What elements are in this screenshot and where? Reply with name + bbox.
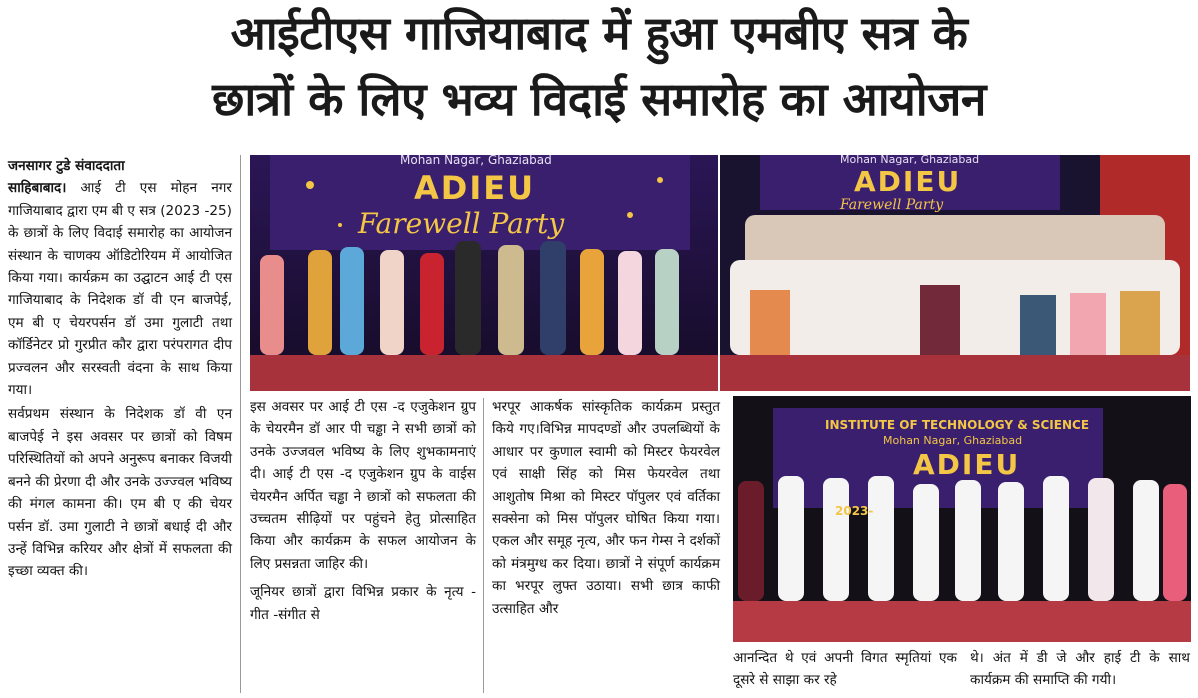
column-rule-1 bbox=[240, 155, 241, 693]
headline bbox=[0, 0, 1198, 150]
column-rule-2 bbox=[483, 398, 484, 693]
byline-reporter: जनसागर टुडे संवाददाता bbox=[8, 158, 125, 174]
photo1-banner-title: ADIEU bbox=[414, 169, 536, 207]
photo-farewell-large-group bbox=[720, 155, 1190, 391]
article-column-4 bbox=[733, 647, 957, 694]
photo3-banner-year: 2023- bbox=[835, 504, 874, 518]
headline-line-1: आईटीएस गाजियाबाद में हुआ एमबीए सत्र के bbox=[230, 6, 968, 60]
photo3-banner-location: Mohan Nagar, Ghaziabad bbox=[883, 434, 1023, 447]
paragraph-6: आनन्दित थे एवं अपनी विगत स्मृतियां एक दूसरे से साझा कर रहे bbox=[733, 650, 957, 689]
headline-line-2: छात्रों के लिए भव्य विदाई समारोह का आयोजन bbox=[212, 72, 986, 126]
article-column-2 bbox=[250, 396, 476, 628]
paragraph-1: आई टी एस मोहन नगर गाजियाबाद द्वारा एम बी ए सत्र (2023 -25) के छात्रों के लिए विदाई समारोह का आयोजन संस्थान के चाणक्य ऑडिटोरियम में आयोजित किया गया। कार्यक्रम का उद्घाटन आई टी एस गाजियाबाद के निदेशक डॉ वी एन बाजपेई, एम बी ए चेयरपर्सन डॉ उमा गुलाटी तथा कॉर्डिनेटर प्रो गुरप्रीत कौर द्वारा परंपरागत दीप प्रज्वलन और सरस्वती वंदना के साथ किया गया। bbox=[8, 180, 232, 399]
article-column-5 bbox=[970, 647, 1190, 694]
paragraph-2: सर्वप्रथम संस्थान के निदेशक डॉ वी एन बाजपेई ने इस अवसर पर छात्रों को विषम परिस्थितियों को अपने अनुरूप बनाकर विजयी बनने की प्रेरणा दी और उनके उज्ज्वल भविष्य की मंगल कामना की। एम बी ए की चेयर पर्सन डॉ. उमा गुलाटी ने छात्रों बधाई दी और उन्हें विभिन्न करियर और क्षेत्रों में सफलता की इच्छा व्यक्त की। bbox=[8, 406, 232, 580]
paragraph-3: इस अवसर पर आई टी एस -द एजुकेशन ग्रुप के चेयरमैन डॉ आर पी चड्ढा ने सभी छात्रों को उनके उज्जवल भविष्य के लिए शुभकामनाएं दी। आई टी एस -द एजुकेशन ग्रुप के वाईस चेयरमैन अर्पित चड्ढा ने छात्रों को सफलता की उच्चतम सीढ़ियों पर पहुंचने हेतु प्रोत्साहित किया और कार्यक्रम के सफल आयोजन के लिए प्रसन्नता जाहिर की। bbox=[250, 399, 476, 572]
paragraph-5: भरपूर आकर्षक सांस्कृतिक कार्यक्रम प्रस्तुत किये गए।विभिन्न मापदण्डों और उपलब्धियों के आधार पर कुणाल स्वामी को मिस्टर फेयरवेल एवं साक्षी सिंह को मिस फेयरवेल तथा आशुतोष मिश्रा को मिस्टर पॉपुलर एवं वर्तिका सक्सेना को मिस पॉपुलर घोषित किया गया। एकल और समूह नृत्य, और फन गेम्स ने दर्शकों को मंत्रमुग्ध कर दिया। छात्रों ने संपूर्ण कार्यक्रम का भरपूर लुफ्त उठाया। सभी छात्र काफी उत्साहित और bbox=[492, 399, 720, 617]
photo2-banner-subtitle: Farewell Party bbox=[840, 197, 944, 213]
photo3-banner-title: ADIEU bbox=[913, 448, 1021, 481]
photo2-banner-title: ADIEU bbox=[854, 165, 962, 198]
photo-farewell-dance bbox=[733, 396, 1191, 642]
article-column-1 bbox=[8, 155, 232, 585]
byline-dateline: साहिबाबाद। bbox=[8, 180, 67, 197]
photo-farewell-group-stage bbox=[250, 155, 718, 391]
photo1-banner-location: Mohan Nagar, Ghaziabad bbox=[400, 155, 552, 167]
paragraph-4: जूनियर छात्रों द्वारा विभिन्न प्रकार के नृत्य - गीत -संगीत से bbox=[250, 584, 476, 623]
photo2-banner-location: Mohan Nagar, Ghaziabad bbox=[840, 155, 980, 166]
photo3-banner-institute: INSTITUTE OF TECHNOLOGY & SCIENCE bbox=[825, 418, 1090, 432]
photo1-banner-subtitle: Farewell Party bbox=[358, 207, 565, 240]
paragraph-7: थे। अंत में डी जे और हाई टी के साथ कार्यक्रम की समाप्ति की गयी। bbox=[970, 650, 1190, 689]
article-column-3 bbox=[492, 396, 720, 622]
